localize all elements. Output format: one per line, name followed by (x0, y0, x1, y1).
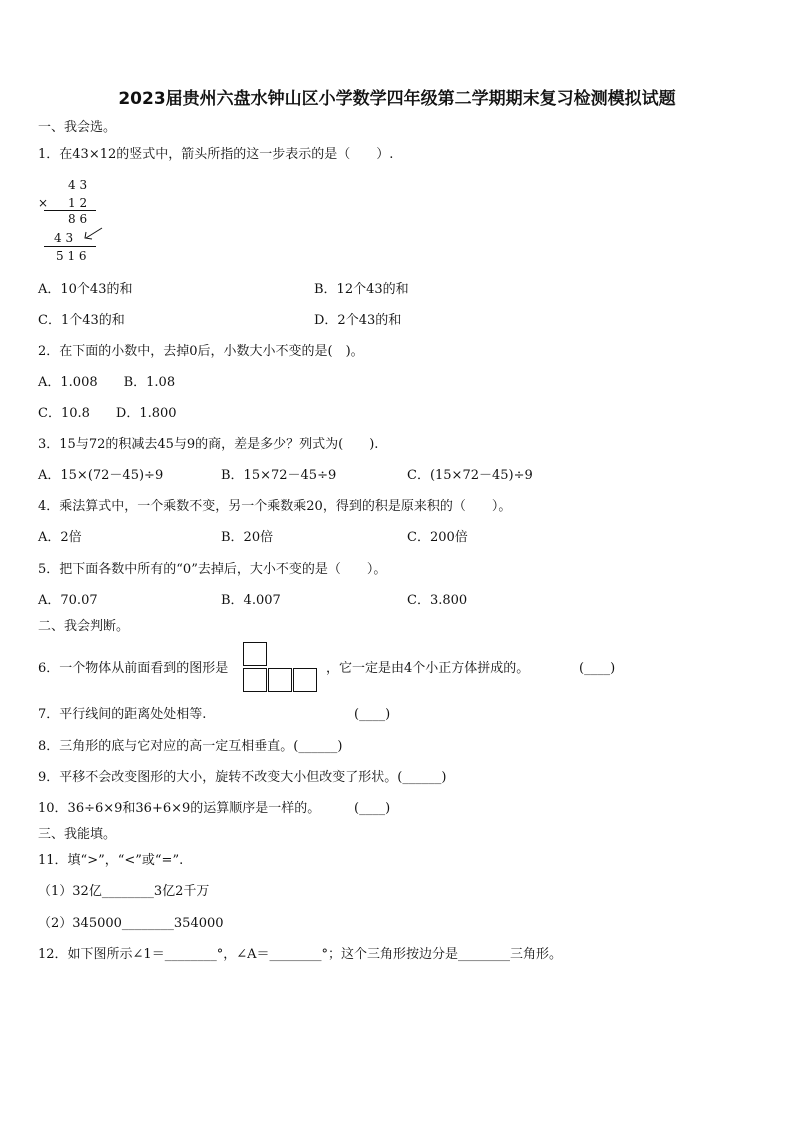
question-12: 12．如下图所示∠1＝________°，∠A＝________°；这个三角形按边分是________三角形。 (38, 947, 562, 962)
question-5: 5．把下面各数中所有的“0”去掉后，大小不变的是（ ）。 (38, 562, 387, 577)
times-sign: × (38, 196, 49, 210)
question-8: 8．三角形的底与它对应的高一定互相垂直。(______) (38, 739, 343, 754)
question-2: 2．在下面的小数中，去掉0后，小数大小不变的是( )。 (38, 344, 364, 359)
q6-answer-blank[interactable]: (____) (579, 661, 616, 676)
q2-options-ab[interactable]: A．1.008 B．1.08 (38, 375, 176, 390)
square-view-figure (243, 642, 321, 693)
q2-options-cd[interactable]: C．10.8 D．1.800 (38, 406, 177, 421)
square-bottom-1 (243, 668, 267, 692)
question-9: 9．平移不会改变图形的大小，旋转不改变大小但改变了形状。(______) (38, 770, 447, 785)
q7-answer-blank[interactable]: (____) (354, 707, 391, 722)
question-7: 7．平行线间的距离处处相等. (38, 707, 207, 722)
calc-row-4: 4 3 (54, 231, 74, 245)
vertical-multiplication (36, 176, 116, 266)
calc-row-2: 1 2 (68, 196, 88, 210)
calc-row-3: 8 6 (68, 212, 88, 226)
q1-option-d[interactable]: D．2个43的和 (314, 313, 402, 328)
question-6-prefix: 6．一个物体从前面看到的图形是 (38, 661, 229, 676)
q4-option-c[interactable]: C．200倍 (407, 530, 468, 545)
q1-option-a[interactable]: A．10个43的和 (38, 282, 133, 297)
q4-option-b[interactable]: B．20倍 (221, 530, 274, 545)
q5-option-b[interactable]: B．4.007 (221, 593, 281, 608)
q5-option-a[interactable]: A．70.07 (38, 593, 98, 608)
q1-option-c[interactable]: C．1个43的和 (38, 313, 125, 328)
arrow-icon (82, 226, 104, 242)
question-1: 1．在43×12的竖式中，箭头所指的这一步表示的是（ ）. (38, 147, 394, 162)
question-3: 3．15与72的积减去45与9的商，差是多少？列式为( ). (38, 437, 379, 452)
calc-row-5: 5 1 6 (56, 249, 87, 263)
square-top (243, 642, 267, 666)
q3-option-c[interactable]: C．(15×72－45)÷9 (407, 468, 533, 483)
calc-row-1: 4 3 (68, 178, 88, 192)
q1-option-b[interactable]: B．12个43的和 (314, 282, 409, 297)
section-heading-choice: 一、我会选。 (38, 120, 117, 135)
q4-option-a[interactable]: A．2倍 (38, 530, 82, 545)
calc-line-1 (44, 210, 96, 211)
q10-answer-blank[interactable]: (____) (354, 801, 391, 816)
q5-option-c[interactable]: C．3.800 (407, 593, 468, 608)
q11-part-2[interactable]: （2）345000________354000 (38, 916, 224, 931)
question-10: 10．36÷6×9和36+6×9的运算顺序是一样的。 (38, 801, 321, 816)
question-6-suffix: ，它一定是由4个小正方体拼成的。 (326, 661, 530, 676)
calc-line-2 (44, 246, 96, 247)
section-heading-fill: 三、我能填。 (38, 827, 117, 842)
page-title: 2023届贵州六盘水钟山区小学数学四年级第二学期期末复习检测模拟试题 (118, 89, 676, 109)
q3-option-a[interactable]: A．15×(72－45)÷9 (38, 468, 164, 483)
q11-part-1[interactable]: （1）32亿________3亿2千万 (38, 884, 210, 899)
question-4: 4．乘法算式中，一个乘数不变，另一个乘数乘20，得到的积是原来积的（ ）。 (38, 499, 512, 514)
square-bottom-2 (268, 668, 292, 692)
q3-option-b[interactable]: B．15×72－45÷9 (221, 468, 337, 483)
question-11: 11．填“>”，“<”或“=”. (38, 853, 184, 868)
section-heading-judge: 二、我会判断。 (38, 619, 130, 634)
square-bottom-3 (293, 668, 317, 692)
